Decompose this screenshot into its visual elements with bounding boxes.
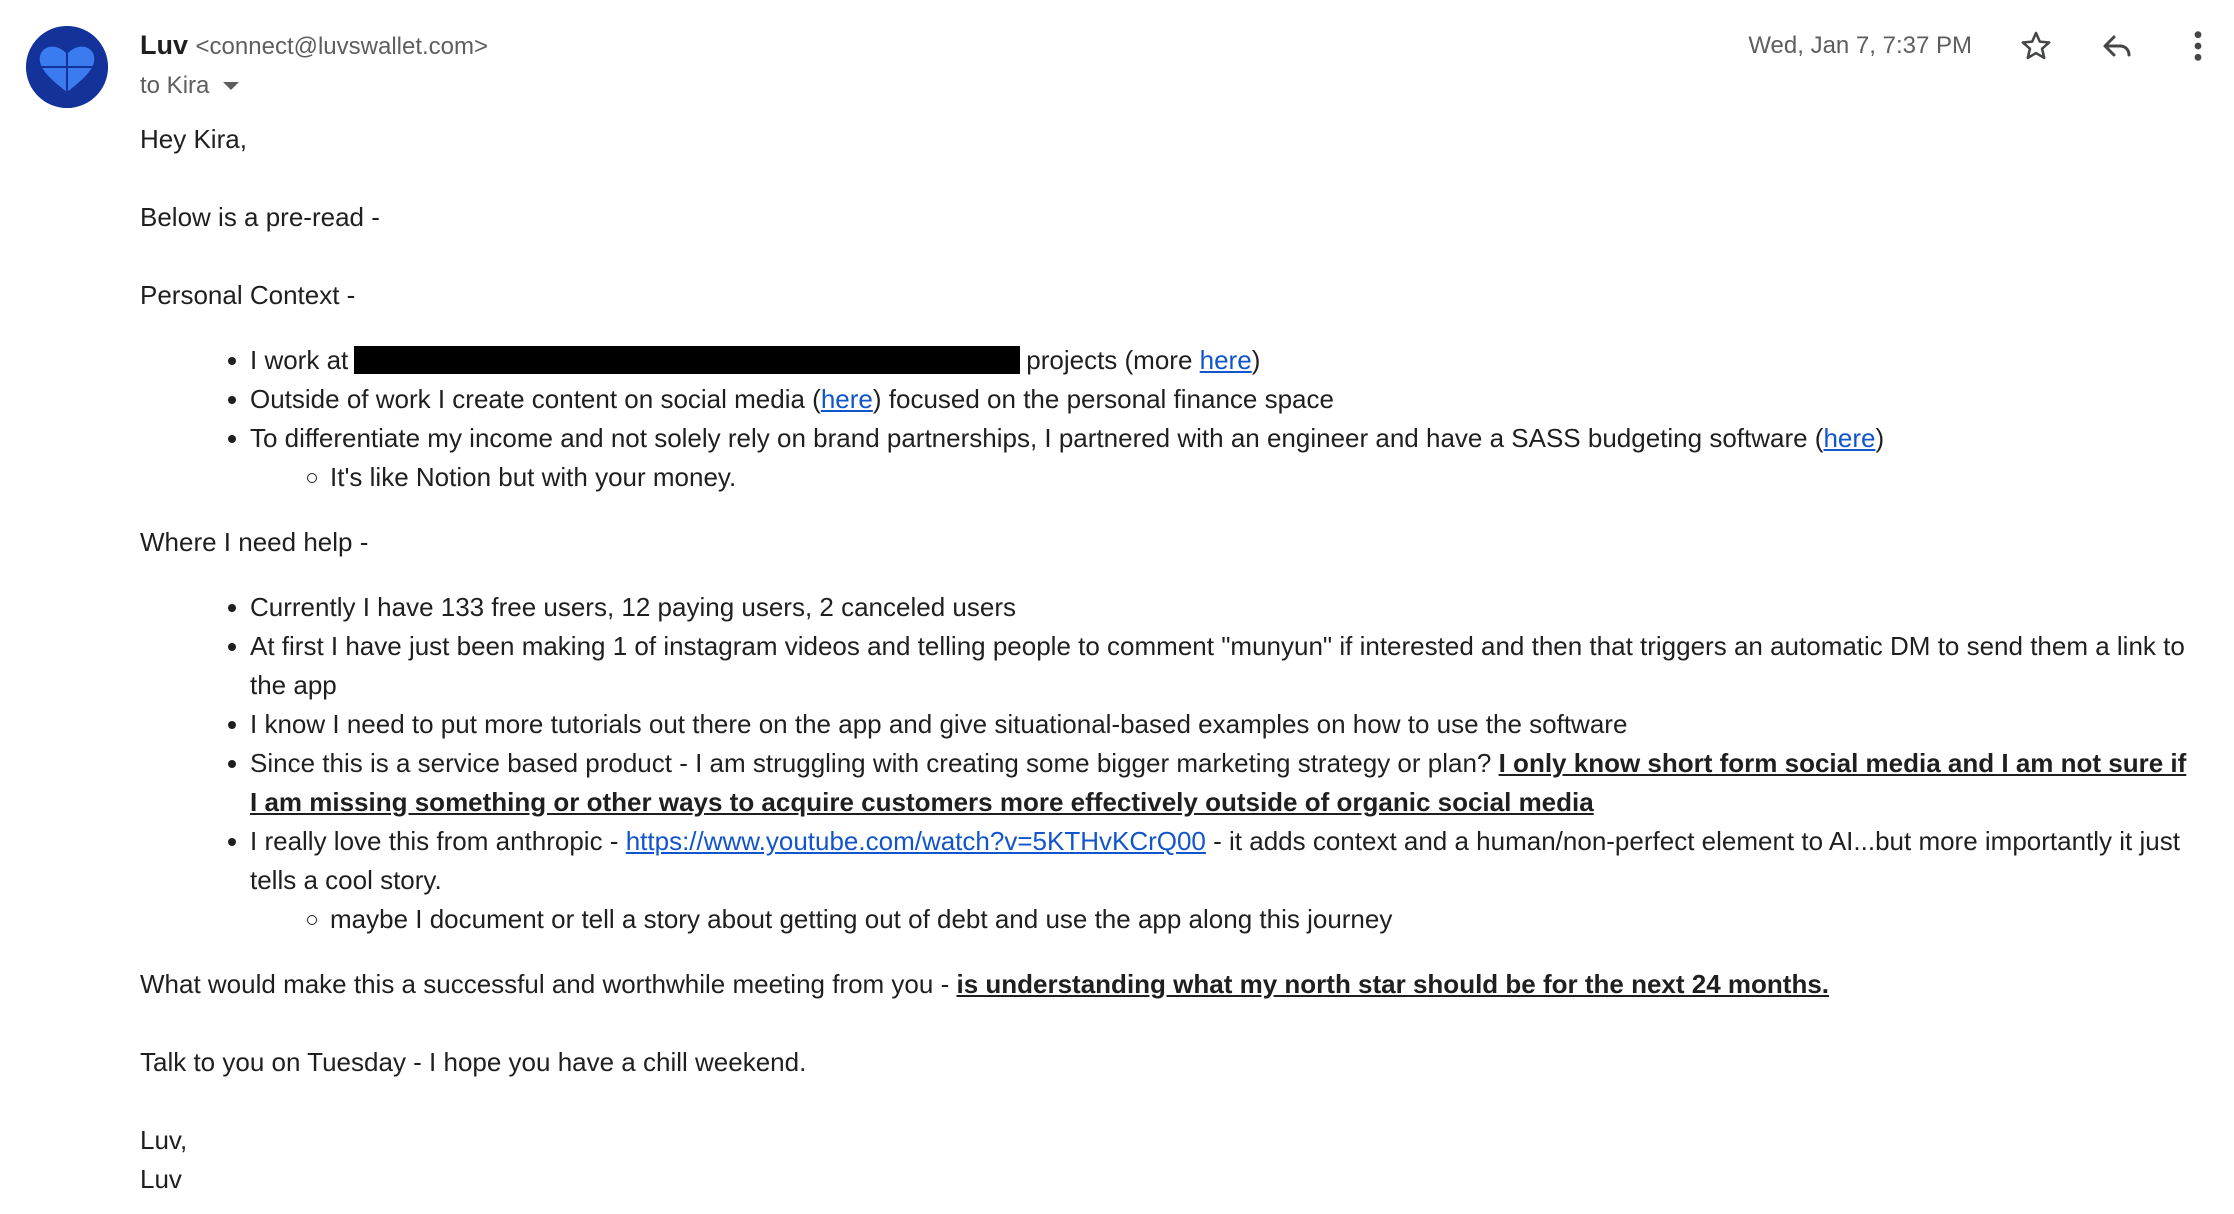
intro-line: Below is a pre-read -	[140, 202, 380, 232]
list-item	[140, 380, 2200, 419]
youtube-link[interactable]: https://www.youtube.com/watch?v=5KTHvKCrQ00	[625, 826, 1206, 856]
item-text: What would make this a successful and worthwhile meeting from you -	[140, 969, 957, 999]
emphasis-text: is understanding what my north star should be for the next 24 months.	[956, 969, 1830, 999]
list-item	[140, 627, 2200, 705]
list-item	[140, 744, 2200, 822]
item-text: projects (more	[1026, 345, 1200, 375]
help-sublist	[140, 900, 2200, 939]
item-text: I really love this from anthropic -	[250, 826, 626, 856]
item-text: - it adds context and a human/non-perfect element to AI...but more importantly it just	[1205, 826, 2180, 856]
list-item: Currently I have 133 free users, 12 paying users, 2 canceled users	[140, 588, 2200, 627]
sub-list-item: maybe I document or tell a story about getting out of debt and use the app along this journey	[140, 900, 2200, 939]
reply-icon[interactable]	[2093, 22, 2141, 70]
signoff: Luv,	[140, 1125, 188, 1155]
message-header	[140, 28, 488, 100]
help-heading: Where I need help -	[140, 527, 369, 557]
list-item	[140, 419, 2200, 458]
meeting-goal-line	[140, 965, 2200, 1004]
item-text: )	[1251, 345, 1261, 375]
item-text: the app	[250, 670, 337, 700]
sender-line	[140, 28, 488, 64]
item-text: Since this is a service based product - I am struggling with creating some bigger marketing strategy or plan?	[250, 748, 1499, 778]
personal-context-list	[140, 341, 2200, 458]
item-text: I work at	[250, 345, 349, 375]
item-text: )	[1875, 423, 1885, 453]
signature: Luv	[140, 1164, 182, 1194]
list-item: I know I need to put more tutorials out there on the app and give situational-based examples on how to use the software	[140, 705, 2200, 744]
list-item	[140, 822, 2200, 900]
sender-email: <connect@luvswallet.com>	[195, 33, 489, 60]
heart-logo-icon	[26, 26, 108, 108]
message-date: Wed, Jan 7, 7:37 PM	[1748, 32, 1972, 59]
avatar[interactable]	[26, 26, 108, 108]
sender-name[interactable]: Luv	[140, 30, 189, 60]
item-text: tells a cool story.	[250, 865, 442, 895]
closing-line: Talk to you on Tuesday - I hope you have a chill weekend.	[140, 1047, 807, 1077]
personal-context-heading: Personal Context -	[140, 280, 356, 310]
message-body	[140, 120, 2200, 1199]
personal-context-sublist	[140, 458, 2200, 497]
show-details-chevron-down-icon[interactable]	[223, 82, 239, 90]
item-text: To differentiate my income and not solely rely on brand partnerships, I partnered with an engineer and have a SASS budgeting software (	[250, 423, 1824, 453]
more-here-link[interactable]: here	[1199, 345, 1252, 375]
message-actions	[1748, 22, 2234, 70]
software-here-link[interactable]: here	[1823, 423, 1876, 453]
emphasis-text: I am missing something or other ways to acquire customers more effectively outside of organic social media	[250, 787, 1594, 817]
help-list	[140, 588, 2200, 900]
item-text: ) focused on the personal finance space	[872, 384, 1334, 414]
list-item	[140, 341, 2200, 380]
recipient-line	[140, 72, 488, 100]
sub-list-item: It's like Notion but with your money.	[140, 458, 2200, 497]
greeting: Hey Kira,	[140, 124, 247, 154]
recipient-text: to Kira	[140, 72, 210, 99]
more-vert-icon[interactable]	[2174, 22, 2222, 70]
emphasis-text: I only know short form social media and I am not sure if	[1498, 748, 2187, 778]
social-media-here-link[interactable]: here	[820, 384, 873, 414]
item-text: At first I have just been making 1 of instagram videos and telling people to comment "munyun" if interested and then that triggers an automatic DM to send them a link to	[250, 631, 2185, 661]
star-icon[interactable]	[2012, 22, 2060, 70]
redacted-block	[354, 346, 1020, 374]
item-text: Outside of work I create content on social media (	[250, 384, 821, 414]
